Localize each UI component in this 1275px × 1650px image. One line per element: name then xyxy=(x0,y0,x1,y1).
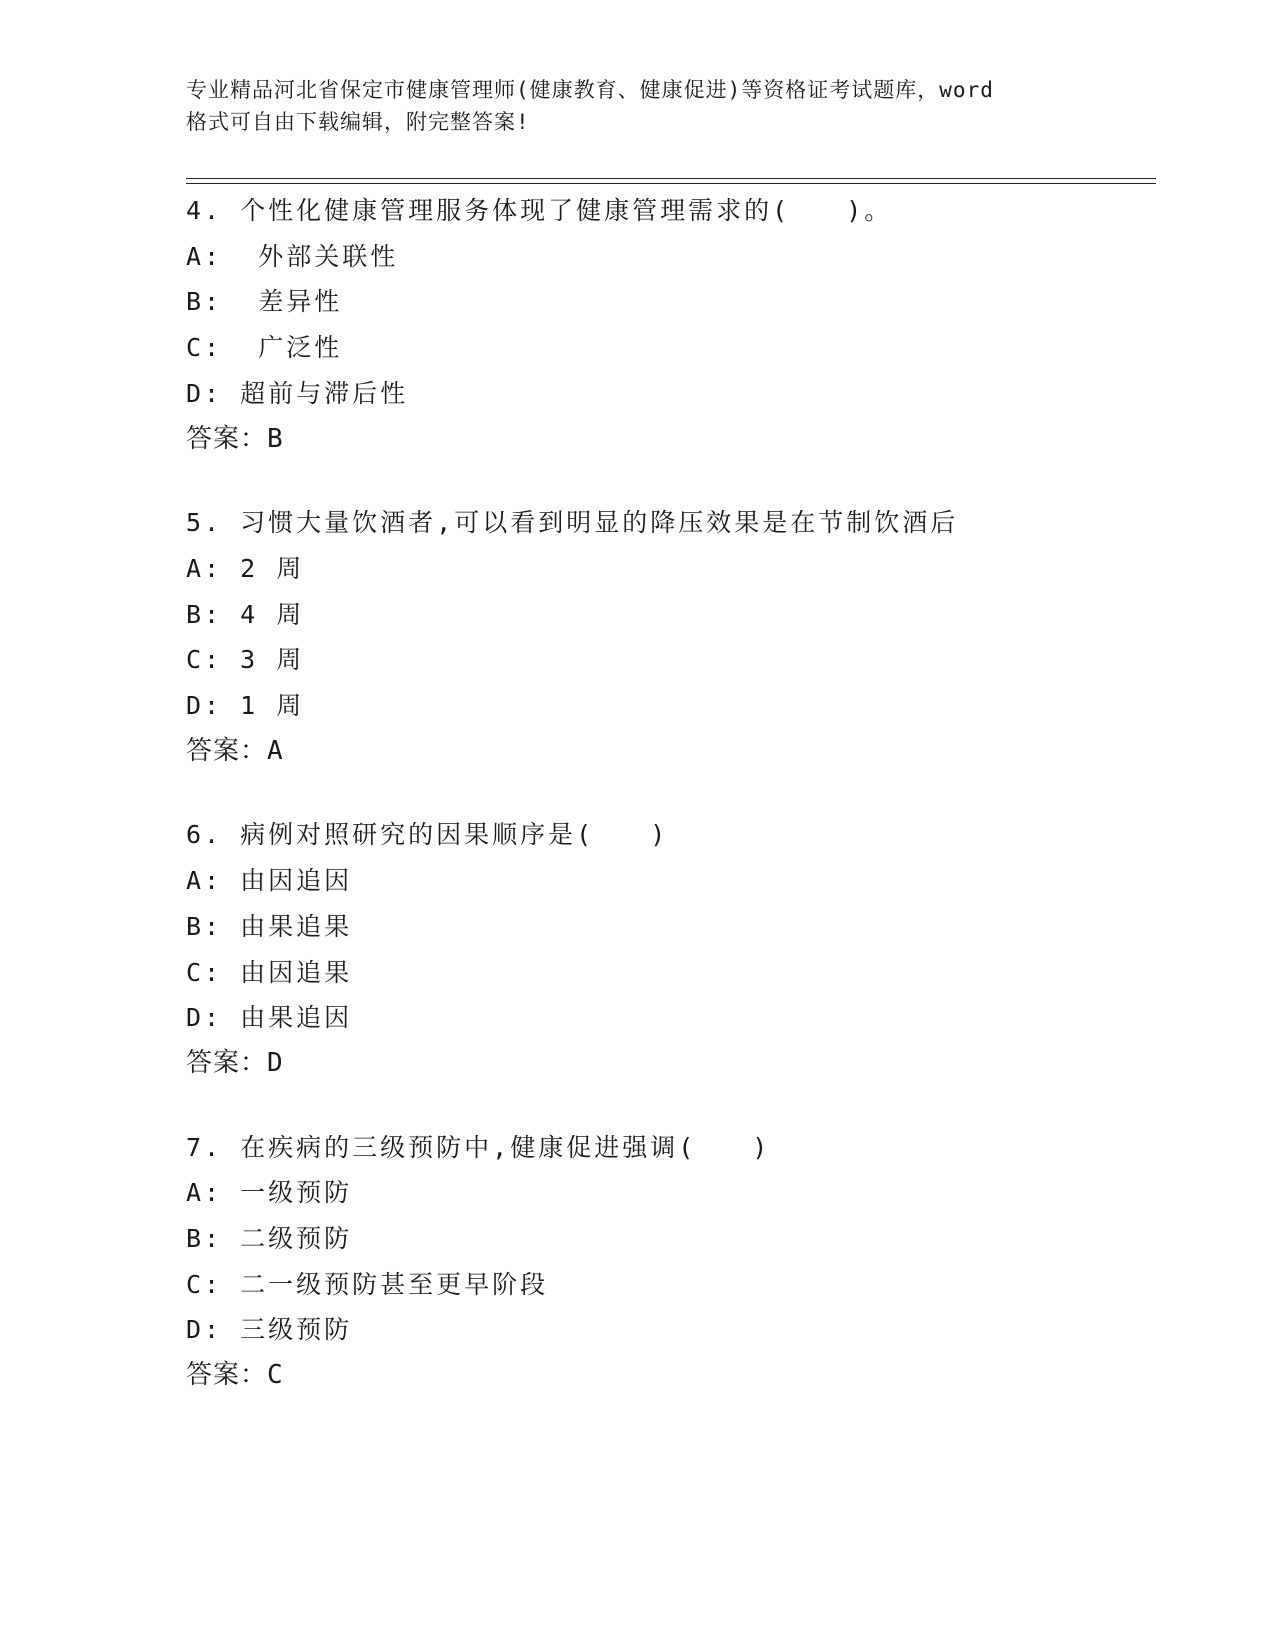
question-item xyxy=(186,1125,1166,1399)
question-item xyxy=(186,500,1166,774)
answer-value: B xyxy=(267,423,284,454)
answer-line xyxy=(186,729,1166,775)
option-c: C: 3 周 xyxy=(186,645,305,675)
option-a: A: 一级预防 xyxy=(186,1178,353,1208)
header-divider-top xyxy=(186,178,1156,179)
option-a: A: 外部关联性 xyxy=(186,241,399,271)
question-item xyxy=(186,188,1166,462)
question-stem: 5. 习惯大量饮酒者,可以看到明显的降压效果是在节制饮酒后 xyxy=(186,508,959,538)
question-stem: 7. 在疾病的三级预防中,健康促进强调( ) xyxy=(186,1132,771,1162)
answer-label: 答案： xyxy=(186,1047,268,1078)
answer-line xyxy=(186,417,1166,463)
answer-label: 答案： xyxy=(186,423,268,454)
option-c: C: 由因追果 xyxy=(186,957,353,987)
header-divider-bottom xyxy=(186,183,1156,184)
question-stem: 6. 病例对照研究的因果顺序是( ) xyxy=(186,820,669,850)
answer-value: C xyxy=(267,1360,284,1391)
question-stem: 4. 个性化健康管理服务体现了健康管理需求的( )。 xyxy=(186,196,893,225)
document-header xyxy=(186,74,1106,138)
option-a: A: 2 周 xyxy=(186,553,305,583)
option-b: B: 由果追果 xyxy=(186,911,353,941)
answer-label: 答案： xyxy=(186,735,268,766)
option-b: B: 4 周 xyxy=(186,599,305,629)
answer-value: D xyxy=(267,1047,284,1078)
option-d: D: 三级预防 xyxy=(186,1315,353,1345)
answer-value: A xyxy=(267,735,284,766)
question-list xyxy=(186,188,1166,1437)
option-c: C: 二一级预防甚至更早阶段 xyxy=(186,1269,549,1299)
answer-line xyxy=(186,1353,1166,1399)
header-line-1: 专业精品河北省保定市健康管理师(健康教育、健康促进)等资格证考试题库，word xyxy=(186,78,994,102)
header-line-2: 格式可自由下载编辑，附完整答案! xyxy=(186,110,530,134)
option-c: C: 广泛性 xyxy=(186,333,343,363)
option-d: D: 超前与滞后性 xyxy=(186,378,409,408)
option-d: D: 由果追因 xyxy=(186,1003,353,1033)
question-item xyxy=(186,812,1166,1086)
answer-line xyxy=(186,1041,1166,1087)
option-a: A: 由因追因 xyxy=(186,866,353,896)
option-b: B: 二级预防 xyxy=(186,1224,353,1254)
answer-label: 答案： xyxy=(186,1360,268,1391)
option-b: B: 差异性 xyxy=(186,287,343,317)
option-d: D: 1 周 xyxy=(186,691,305,721)
